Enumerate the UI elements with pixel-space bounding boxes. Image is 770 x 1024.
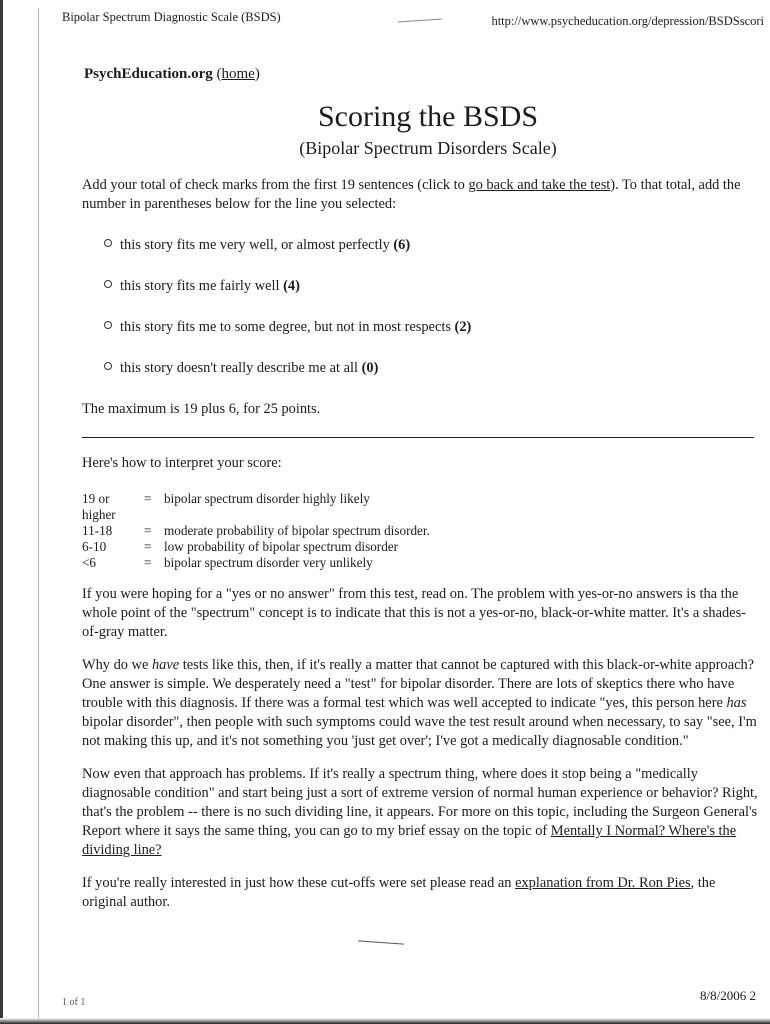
emphasis-have: have — [151, 657, 180, 673]
table-row — [82, 491, 430, 523]
take-test-link[interactable]: go back and take the test — [468, 177, 611, 193]
circle-bullet-icon — [104, 321, 112, 329]
equals-sign: = — [144, 555, 152, 570]
pen-mark — [398, 18, 442, 22]
maximum-note: The maximum is 19 plus 6, for 25 points. — [82, 401, 321, 417]
score-range: 19 or higher — [82, 491, 116, 522]
main-content — [82, 176, 758, 912]
pen-mark — [358, 940, 404, 944]
score-meaning: low probability of bipolar spectrum disorder — [164, 539, 399, 554]
option-text: this story fits me very well, or almost perfectly — [120, 237, 394, 253]
para-text: bipolar disorder", then people with such symptoms could wave the test result around when necessary, to say "see, I'm not making this up, and it's not something you 'just get over'; I've got a medically diagnosable condition." — [82, 714, 757, 749]
equals-sign: = — [144, 491, 152, 506]
score-range: <6 — [82, 555, 97, 570]
print-date: 8/8/2006 2 — [700, 988, 756, 1003]
option-points: (6) — [393, 237, 411, 253]
page-subtitle: (Bipolar Spectrum Disorders Scale) — [299, 138, 557, 158]
option-points: (4) — [283, 278, 300, 294]
site-name: PsychEducation.org — [84, 66, 213, 82]
home-paren-open: ( — [216, 66, 222, 82]
home-link[interactable]: home — [221, 66, 255, 82]
cutoffs-paragraph — [82, 874, 758, 912]
score-range: 11-18 — [82, 523, 113, 538]
page-count: 1 of 1 — [62, 997, 86, 1008]
scan-bottom-edge — [0, 1018, 770, 1024]
home-paren-close: ) — [254, 66, 260, 82]
intro-text-after: ). To that total, add the number in parentheses below for the line you selected: — [82, 177, 741, 212]
list-item — [104, 359, 758, 378]
yes-no-paragraph: If you were hoping for a "yes or no answer" from this test, read on. The problem with yes-or-no answers is tha the whole point of the "spectrum" concept is to indicate that this is not a yes-or-no, black-or-white matter. It's a shades-of-gray matter. — [82, 586, 746, 640]
para-text-after: , the original author. — [82, 875, 716, 910]
option-text: this story doesn't really describe me at all — [120, 360, 362, 376]
para-text: Now even that approach has problems. If it's really a spectrum thing, where does it stop being a "medically diagnosable condition" and start being just a sort of extreme version of normal human experience or behavior? Right, that's the problem -- there is no such dividing line, it appears. For more on this topic, including the Surgeon General's Report where it says the same thing, you can go to my brief essay on the topic of — [82, 766, 758, 839]
spectrum-paragraph — [82, 765, 758, 860]
table-row — [82, 539, 430, 555]
equals-sign: = — [144, 539, 152, 554]
score-range: 6-10 — [82, 539, 107, 554]
circle-bullet-icon — [104, 239, 112, 247]
para-text: tests like this, then, if it's really a matter that cannot be captured with this black-or-white approach? One answer is simple. We desperately need a "test" for bipolar disorder. There are lots of skeptics there who have trouble with this diagnosis. If there was a formal test which was well accepted to indicate "yes, this person here — [82, 657, 755, 711]
option-points: (2) — [454, 319, 472, 335]
option-list — [82, 236, 758, 378]
list-item — [104, 277, 758, 296]
why-tests-paragraph — [82, 656, 758, 751]
score-table — [82, 491, 430, 571]
table-row — [82, 523, 430, 539]
header-url: http://www.psycheducation.org/depression/BSDSscori — [491, 14, 764, 28]
page-title: Scoring the BSDS — [317, 100, 539, 133]
para-text: If you're really interested in just how these cut-offs were set please read an — [82, 875, 516, 891]
pies-explanation-link[interactable]: explanation from Dr. Ron Pies — [515, 875, 691, 891]
circle-bullet-icon — [104, 362, 112, 370]
interpret-heading: Here's how to interpret your score: — [82, 455, 282, 471]
circle-bullet-icon — [104, 280, 112, 288]
intro-paragraph — [82, 176, 758, 214]
option-text: this story fits me fairly well — [120, 278, 284, 294]
option-text: this story fits me to some degree, but not in most respects — [120, 319, 455, 335]
emphasis-has: has — [726, 695, 747, 711]
divider — [82, 437, 754, 438]
table-row — [82, 555, 430, 571]
dividing-line-link[interactable]: Mentally I Normal? Where's the dividing line? — [82, 823, 737, 858]
site-line — [84, 66, 260, 83]
score-meaning: bipolar spectrum disorder very unlikely — [164, 555, 373, 570]
para-text: Why do we — [82, 657, 152, 673]
intro-text: Add your total of check marks from the first 19 sentences (click to — [82, 177, 469, 193]
option-points: (0) — [361, 360, 379, 376]
score-meaning: bipolar spectrum disorder highly likely — [164, 491, 370, 506]
list-item — [104, 318, 758, 337]
header-doc-title: Bipolar Spectrum Diagnostic Scale (BSDS) — [62, 10, 281, 24]
score-meaning: moderate probability of bipolar spectrum disorder. — [164, 523, 430, 538]
equals-sign: = — [144, 523, 152, 538]
list-item — [104, 236, 758, 255]
margin-line — [38, 8, 39, 1018]
